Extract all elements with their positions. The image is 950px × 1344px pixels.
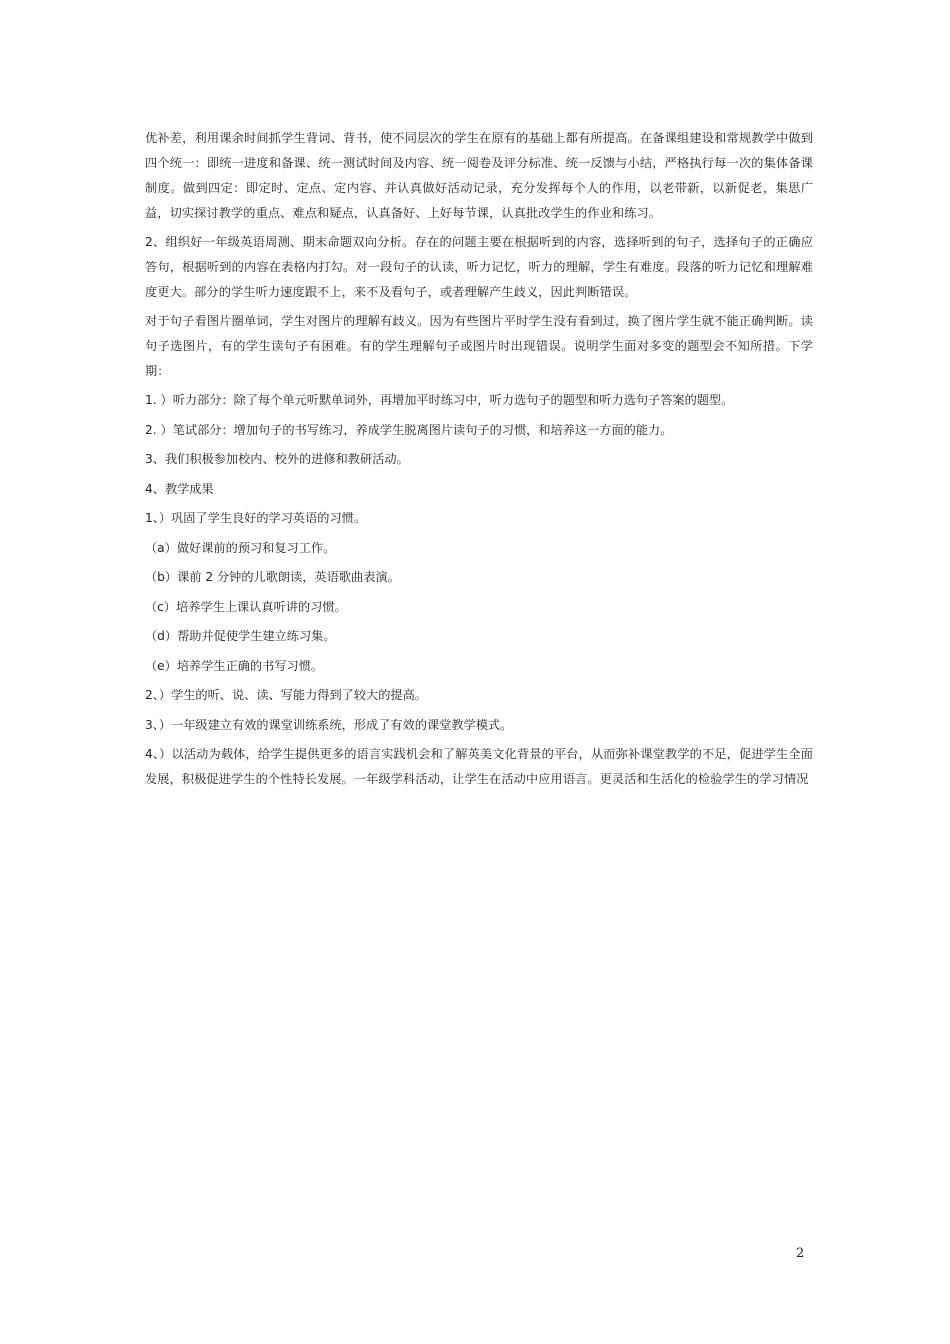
paragraph-collaboration: 优补差，利用课余时间抓学生背词、背书，使不同层次的学生在原有的基础上都有所提高。在备课组建设和常规教学中做到四个统一：即统一进度和备课、统一测试时间及内容、统一阅卷及评分标准、统一反馈与小结，严格执行每一次的集体备课制度。做到四定：即定时、定点、定内容、并认真做好活动记录，充分发挥每个人的作用，以老带新，以新促老，集思广益，切实探讨教学的重点、难点和疑点，认真备好、上好每节课，认真批改学生的作业和练习。 bbox=[145, 131, 813, 220]
list-item-habits: 1、）巩固了学生良好的学习英语的习惯。 bbox=[145, 511, 367, 525]
list-item-writing: 2. ）笔试部分：增加句子的书写练习，养成学生脱离图片读句子的习惯，和培养这一方面的能力。 bbox=[145, 422, 673, 437]
list-item-training: 3、我们积极参加校内、校外的进修和教研活动。 bbox=[145, 452, 409, 466]
list-item-sub-e: （e）培养学生正确的书写习惯。 bbox=[145, 658, 324, 673]
list-item-sub-d: （d）帮助并促使学生建立练习集。 bbox=[145, 629, 336, 643]
list-item-skills: 2、）学生的听、说、读、写能力得到了较大的提高。 bbox=[145, 688, 427, 702]
list-item-listening: 1. ）听力部分：除了每个单元听默单词外，再增加平时练习中，听力选句子的题型和听力选句子答案的题型。 bbox=[145, 393, 734, 407]
document-body bbox=[145, 126, 813, 796]
list-item-results-heading: 4、教学成果 bbox=[145, 481, 214, 496]
paragraph-test-analysis: 2、组织好一年级英语周测、期末命题双向分析。存在的问题主要在根据听到的内容，选择听到的句子，选择句子的正确应答句，根据听到的内容在表格内打勾。对一段句子的认读，听力记忆，听力的理解，学生有难度。段落的听力记忆和理解难度更大。部分的学生听力速度跟不上，来不及看句子，或者理解产生歧义，因此判断错误。 bbox=[145, 235, 813, 299]
paragraph-activities: 4、）以活动为载体，给学生提供更多的语言实践机会和了解英美文化背景的平台，从而弥补课堂教学的不足，促进学生全面发展，积极促进学生的个性特长发展。一年级学科活动，让学生在活动中应用语言。更灵活和生活化的检验学生的学习情况 bbox=[145, 747, 813, 786]
list-item-system: 3、）一年级建立有效的课堂训练系统，形成了有效的课堂教学模式。 bbox=[145, 717, 513, 732]
list-item-sub-b: （b）课前 2 分钟的儿歌朗读，英语歌曲表演。 bbox=[145, 570, 400, 584]
page-number: 2 bbox=[796, 1246, 805, 1261]
paragraph-picture-issues: 对于句子看图片圈单词，学生对图片的理解有歧义。因为有些图片平时学生没有看到过，换了图片学生就不能正确判断。读句子选图片，有的学生读句子有困难。有的学生理解句子或图片时出现错误。说明学生面对多变的题型会不知所措。下学期： bbox=[145, 314, 813, 378]
list-item-sub-a: （a）做好课前的预习和复习工作。 bbox=[145, 540, 336, 555]
list-item-sub-c: （c）培养学生上课认真听讲的习惯。 bbox=[145, 599, 347, 614]
